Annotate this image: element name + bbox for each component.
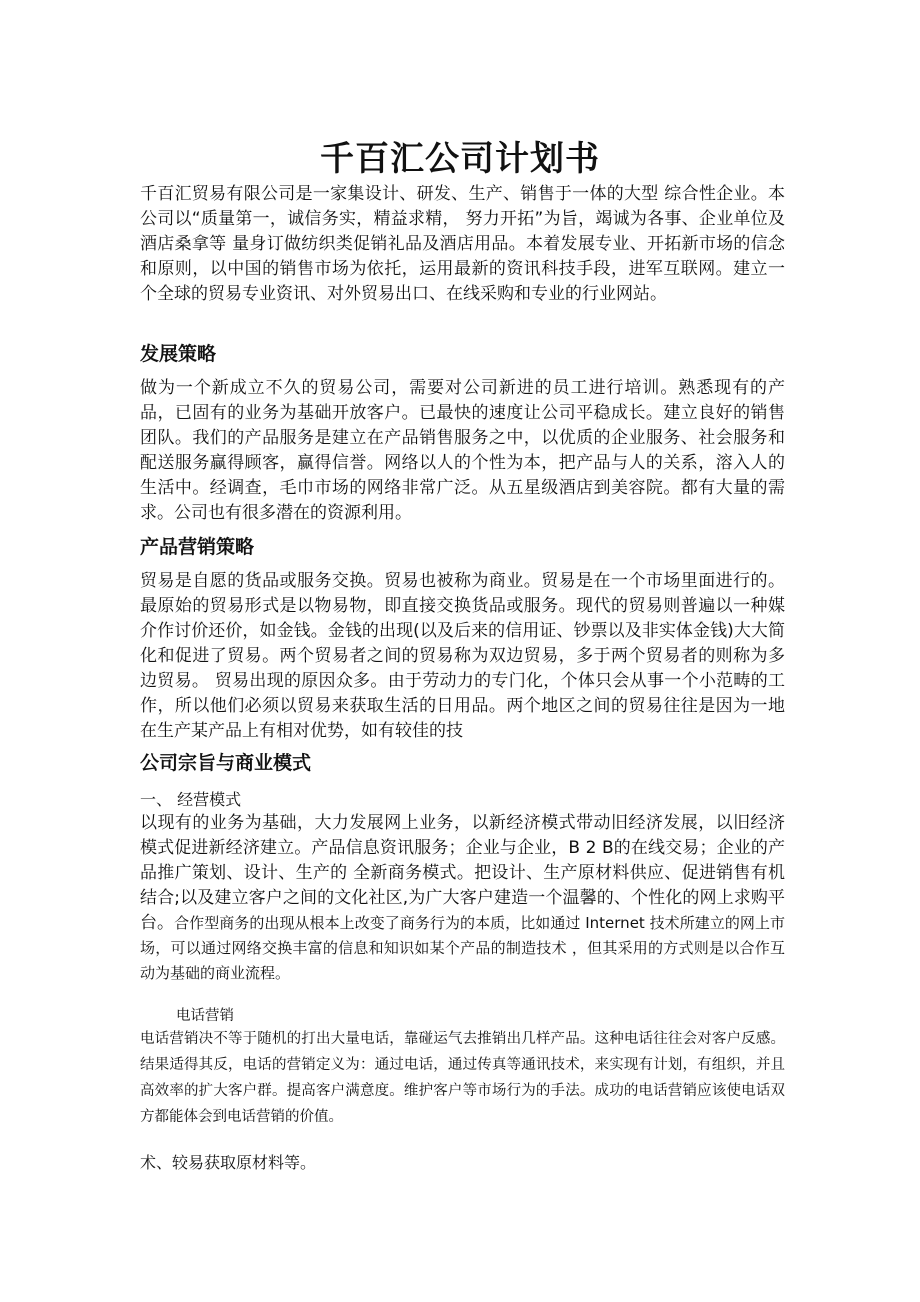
mission-paragraph — [140, 811, 785, 986]
phone-paragraph: 电话营销决不等于随机的打出大量电话，靠碰运气去推销出几样产品。这种电话往往会对客户反感。结果适得其反，电话的营销定义为：通过电话，通过传真等通讯技术，来实现有计划，有组织，并且高效率的扩大客户群。提高客户满意度。维护客户等市场行为的手法。成功的电话营销应该使电话双方都能体会到电话营销的价值。 — [140, 1031, 785, 1125]
mission-main-text: 以现有的业务为基础，大力发展网上业务，以新经济模式带动旧经济发展，以旧经济模式促进新经济建立。产品信息资讯服务；企业与企业，B 2 B的在线交易；企业的产品推广策划、设计、生产的 全新商务模式。把设计、生产原材料供应、促进销售有机结合;以及建立客户之间的文化社区,为广大客户建造一个温馨的、个性化的网上求购平台。 — [140, 813, 785, 933]
continuation-text: 术、较易获取原材料等。 — [140, 1153, 317, 1172]
marketing-paragraph: 贸易是自愿的货品或服务交换。贸易也被称为商业。贸易是在一个市场里面进行的。最原始的贸易形式是以物易物，即直接交换货品或服务。现代的贸易则普遍以一种媒介作讨价还价，如金钱。金钱的出现(以及后来的信用证、钞票以及非实体金钱)大大简化和促进了贸易。两个贸易者之间的贸易称为双边贸易，多于两个贸易者的则称为多边贸易。 贸易出现的原因众多。由于劳动力的专门化，个体只会从事一个小范畴的工作，所以他们必须以贸易来获取生活的日用品。两个地区之间的贸易往往是因为一地在生产某产品上有相对优势，如有较佳的技 — [140, 571, 785, 741]
strategy-paragraph: 做为一个新成立不久的贸易公司，需要对公司新进的员工进行培训。熟悉现有的产品，已固有的业务为基础开放客户。已最快的速度让公司平稳成长。建立良好的销售团队。我们的产品服务是建立在产品销售服务之中，以优质的企业服务、社会服务和配送服务赢得顾客，赢得信誉。网络以人的个性为本，把产品与人的关系，溶入人的生活中。经调查，毛巾市场的网络非常广泛。从五星级酒店到美容院。都有大量的需求。公司也有很多潜在的资源利用。 — [140, 378, 785, 523]
intro-paragraph: 千百汇贸易有限公司是一家集设计、研发、生产、销售于一体的大型 综合性企业。本公司以“质量第一，诚信务实，精益求精， 努力开拓”为旨，竭诚为各事、企业单位及酒店桑拿等 量身订做纺织类促销礼品及酒店用品。本着发展专业、开拓新市场的信念和原则，以中国的销售市场为依托，运用最新的资讯科技手段，进军互联网。建立一个全球的贸易专业资讯、对外贸易出口、在线采购和专业的行业网站。 — [140, 184, 785, 304]
document-title: 千百汇公司计划书 — [320, 138, 600, 179]
phone-heading: 电话营销 — [176, 1008, 234, 1024]
mission-subheading: 一、 经营模式 — [140, 790, 242, 809]
section-heading-mission: 公司宗旨与商业模式 — [140, 752, 312, 774]
section-heading-strategy: 发展策略 — [140, 343, 217, 365]
mission-tail-text: 合作型商务的出现从根本上改变了商务行为的本质，比如通过 Internet 技术所建立的网上市场，可以通过网络交换丰富的信息和知识如某个产品的制造技术 ，但其采用的方式则是以合作互动为基础的商业流程。 — [140, 914, 786, 982]
section-heading-marketing: 产品营销策略 — [140, 536, 255, 558]
